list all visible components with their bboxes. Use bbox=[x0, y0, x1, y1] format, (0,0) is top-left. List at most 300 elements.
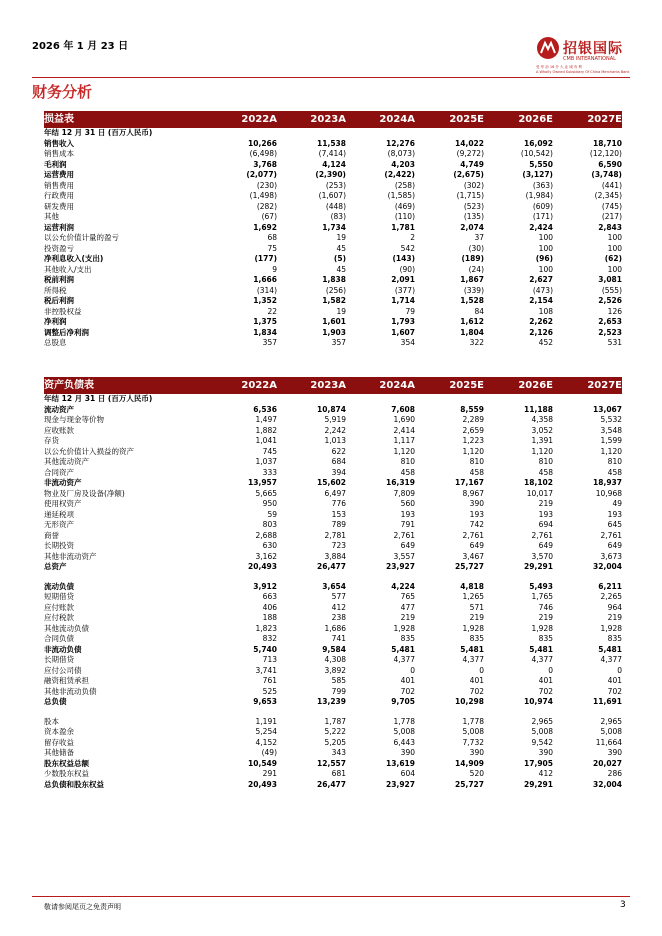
cell-value: (5) bbox=[333, 254, 346, 263]
cell-value: 2,761 bbox=[531, 530, 553, 540]
cell-value: 390 bbox=[400, 748, 415, 757]
cell-value: 2,154 bbox=[529, 296, 553, 305]
cell-value: 1,690 bbox=[393, 415, 415, 424]
cell-value: 1,041 bbox=[255, 436, 277, 445]
disclaimer-note: 敬请参阅尾页之免责声明 bbox=[44, 903, 121, 911]
table-row bbox=[44, 338, 622, 349]
row-label: 融资租赁承担 bbox=[44, 676, 89, 685]
cell-value: 219 bbox=[469, 613, 484, 622]
cell-value: 520 bbox=[469, 769, 484, 778]
cell-value: 79 bbox=[405, 306, 415, 316]
cell-value: 390 bbox=[607, 748, 622, 757]
table-row bbox=[44, 666, 622, 677]
cell-value: 477 bbox=[400, 602, 415, 612]
year-header: 2026E bbox=[484, 111, 553, 128]
cell-value: 5,254 bbox=[255, 727, 277, 736]
cell-value: 3,570 bbox=[531, 551, 553, 561]
cell-value: 1,928 bbox=[393, 623, 415, 633]
cell-value: (1,607) bbox=[318, 191, 346, 200]
cell-value bbox=[415, 573, 484, 582]
row-label: 递延税项 bbox=[44, 509, 74, 519]
cell-value bbox=[415, 128, 484, 139]
row-label: 销售成本 bbox=[44, 149, 74, 158]
cell-value: 406 bbox=[262, 602, 277, 612]
cell-value: (2,077) bbox=[246, 170, 277, 179]
logo-english-name: CMB INTERNATIONAL bbox=[563, 56, 616, 62]
table-row bbox=[44, 447, 622, 458]
table-row bbox=[44, 307, 622, 318]
cell-value: 1,928 bbox=[531, 623, 553, 633]
cell-value: (377) bbox=[394, 285, 415, 295]
cell-value: 59 bbox=[267, 509, 277, 519]
cell-value: 458 bbox=[400, 467, 415, 477]
row-label: 资本盈余 bbox=[44, 727, 74, 736]
cell-value: 20,493 bbox=[248, 562, 277, 571]
table-row bbox=[44, 780, 622, 791]
cell-value: 412 bbox=[331, 602, 346, 612]
row-label: 销售收入 bbox=[44, 138, 74, 148]
row-label: 运营利润 bbox=[44, 222, 74, 232]
cell-value: 1,117 bbox=[393, 436, 415, 445]
cell-value: (1,498) bbox=[249, 191, 277, 200]
row-label: 长期投资 bbox=[44, 541, 74, 550]
cell-value bbox=[484, 128, 553, 139]
cell-value: 5,222 bbox=[324, 727, 346, 736]
cell-value: 2,761 bbox=[393, 530, 415, 540]
cell-value: 354 bbox=[400, 338, 415, 347]
cell-value: 10,874 bbox=[317, 404, 346, 414]
cell-value: 2,781 bbox=[324, 530, 346, 540]
cell-value: (96) bbox=[535, 254, 553, 263]
table-row bbox=[44, 634, 622, 645]
table-header-row bbox=[44, 111, 622, 128]
row-label: 长期借贷 bbox=[44, 655, 74, 664]
table-row bbox=[44, 286, 622, 297]
cell-value: 9,584 bbox=[322, 644, 346, 654]
cell-value: 2,653 bbox=[598, 317, 622, 326]
cell-value: (1,984) bbox=[525, 191, 553, 200]
table-row bbox=[44, 687, 622, 698]
cell-value: 23,927 bbox=[386, 562, 415, 571]
cell-value: 19 bbox=[336, 233, 346, 242]
row-label: 股本 bbox=[44, 716, 59, 726]
cell-value: 10,017 bbox=[526, 488, 553, 498]
cell-value: 2,526 bbox=[598, 296, 622, 305]
cell-value: 741 bbox=[331, 634, 346, 643]
cell-value bbox=[208, 573, 277, 582]
cell-value: 4,203 bbox=[391, 159, 415, 169]
cell-value: (217) bbox=[601, 212, 622, 221]
cell-value: 1,120 bbox=[531, 446, 553, 456]
table-row bbox=[44, 499, 622, 510]
year-header: 2022A bbox=[208, 377, 277, 394]
cell-value: 604 bbox=[400, 769, 415, 778]
cell-value: 126 bbox=[607, 306, 622, 316]
cell-value: 412 bbox=[538, 769, 553, 778]
cell-value: 776 bbox=[331, 499, 346, 508]
cell-value: 10,549 bbox=[248, 758, 277, 768]
year-header: 2025E bbox=[415, 377, 484, 394]
table-header-row bbox=[44, 377, 622, 394]
row-label: 无形资产 bbox=[44, 520, 74, 529]
cell-value: 333 bbox=[262, 467, 277, 477]
cell-value: 18,710 bbox=[593, 138, 622, 148]
page-title: 财务分析 bbox=[32, 83, 93, 101]
cell-value: 286 bbox=[607, 769, 622, 778]
cell-value: 3,741 bbox=[255, 665, 277, 675]
row-label: 使用权资产 bbox=[44, 499, 82, 508]
cell-value: 7,732 bbox=[462, 737, 484, 747]
cell-value: 22 bbox=[267, 306, 277, 316]
cell-value: 100 bbox=[538, 264, 553, 274]
cell-value: 2,761 bbox=[600, 530, 622, 540]
cell-value: (282) bbox=[256, 201, 277, 211]
table-row bbox=[44, 181, 622, 192]
table-row bbox=[44, 426, 622, 437]
cell-value: 1,352 bbox=[253, 296, 277, 305]
cell-value: 964 bbox=[607, 602, 622, 612]
cell-value: 1,882 bbox=[255, 425, 277, 435]
cell-value: 458 bbox=[469, 467, 484, 477]
report-date: 2026 年 1 月 23 日 bbox=[32, 41, 129, 52]
cell-value: 950 bbox=[262, 499, 277, 508]
cell-value: 4,358 bbox=[531, 415, 553, 424]
cell-value bbox=[277, 708, 346, 717]
cell-value: 108 bbox=[538, 306, 553, 316]
table-row bbox=[44, 191, 622, 202]
cell-value: 1,765 bbox=[531, 592, 553, 601]
cell-value: 649 bbox=[607, 541, 622, 550]
cell-value: 12,276 bbox=[386, 138, 415, 148]
cell-value: 3,467 bbox=[462, 551, 484, 561]
cell-value: 8,559 bbox=[460, 404, 484, 414]
row-label bbox=[44, 573, 208, 582]
cell-value: 11,664 bbox=[595, 737, 622, 747]
cell-value: 2 bbox=[410, 233, 415, 242]
table-row bbox=[44, 552, 622, 563]
cell-value: (90) bbox=[399, 264, 415, 274]
cell-value bbox=[277, 128, 346, 139]
cell-value: 13,957 bbox=[248, 478, 277, 487]
cell-value: 452 bbox=[538, 338, 553, 347]
cell-value: 17,167 bbox=[455, 478, 484, 487]
row-label: 研发费用 bbox=[44, 201, 74, 211]
cell-value: 6,590 bbox=[598, 159, 622, 169]
cell-value: (448) bbox=[325, 201, 346, 211]
cell-value: 765 bbox=[400, 592, 415, 601]
table-row bbox=[44, 223, 622, 234]
cell-value bbox=[277, 573, 346, 582]
cell-value: 13,239 bbox=[317, 697, 346, 706]
year-header: 2027E bbox=[553, 111, 622, 128]
cell-value: 1,714 bbox=[391, 296, 415, 305]
table-row bbox=[44, 457, 622, 468]
row-label: 合同负债 bbox=[44, 634, 74, 643]
cell-value: 5,550 bbox=[529, 159, 553, 169]
logo-tagline-en: A Wholly Owned Subsidiary Of China Merchants Bank bbox=[536, 70, 630, 74]
table-row bbox=[44, 415, 622, 426]
cell-value: 13,619 bbox=[386, 758, 415, 768]
cell-value: 37 bbox=[474, 233, 484, 242]
cell-value: 746 bbox=[538, 602, 553, 612]
table-row bbox=[44, 317, 622, 328]
cell-value bbox=[553, 708, 622, 717]
income-statement-table bbox=[44, 111, 622, 349]
cell-value: 5,481 bbox=[391, 644, 415, 654]
cell-value: 219 bbox=[607, 613, 622, 622]
row-label: 物业及厂房及设备(净额) bbox=[44, 488, 125, 498]
cell-value: 1,391 bbox=[531, 436, 553, 445]
cell-value: 100 bbox=[607, 264, 622, 274]
row-label: 存货 bbox=[44, 436, 59, 445]
cell-value bbox=[346, 708, 415, 717]
cell-value bbox=[484, 573, 553, 582]
cell-value: 3,892 bbox=[324, 665, 346, 675]
cell-value: 1,823 bbox=[255, 623, 277, 633]
cell-value: 10,968 bbox=[595, 488, 622, 498]
cell-value: 29,291 bbox=[524, 562, 553, 571]
cell-value: 6,497 bbox=[324, 488, 346, 498]
cell-value: 2,074 bbox=[460, 222, 484, 232]
cell-value: (339) bbox=[463, 285, 484, 295]
cell-value: (230) bbox=[256, 180, 277, 190]
cell-value: (2,345) bbox=[594, 191, 622, 200]
cell-value: (62) bbox=[604, 254, 622, 263]
page-number: 3 bbox=[620, 900, 626, 910]
cell-value: 1,607 bbox=[391, 327, 415, 337]
cell-value: 0 bbox=[410, 665, 415, 675]
cell-value: 1,601 bbox=[322, 317, 346, 326]
cell-value: 1,120 bbox=[600, 446, 622, 456]
cell-value bbox=[346, 128, 415, 139]
row-label: 以公允价值计量的盈亏 bbox=[44, 233, 119, 242]
cell-value: 3,673 bbox=[600, 551, 622, 561]
cell-value: 4,152 bbox=[255, 737, 277, 747]
cell-value: 390 bbox=[469, 748, 484, 757]
cell-value: 100 bbox=[607, 233, 622, 242]
cell-value: 723 bbox=[331, 541, 346, 550]
cell-value: 4,377 bbox=[393, 655, 415, 664]
cell-value: 684 bbox=[331, 457, 346, 466]
cell-value: 1,223 bbox=[462, 436, 484, 445]
cell-value: 0 bbox=[548, 665, 553, 675]
table-row bbox=[44, 212, 622, 223]
row-label: 商誉 bbox=[44, 530, 59, 540]
row-label: 年结 12 月 31 日 (百万人民币) bbox=[44, 128, 153, 137]
cell-value bbox=[277, 394, 346, 405]
year-header: 2026E bbox=[484, 377, 553, 394]
cell-value: 2,262 bbox=[529, 317, 553, 326]
cell-value: 100 bbox=[538, 233, 553, 242]
cell-value: 1,867 bbox=[460, 275, 484, 284]
cell-value: (2,422) bbox=[384, 170, 415, 179]
cell-value: 18,937 bbox=[593, 478, 622, 487]
cell-value: 193 bbox=[469, 509, 484, 519]
row-label: 其他非流动负债 bbox=[44, 686, 97, 696]
table-row bbox=[44, 265, 622, 276]
cell-value: 810 bbox=[400, 457, 415, 466]
row-label: 总负债和股东权益 bbox=[44, 779, 104, 789]
cell-value: 32,004 bbox=[593, 562, 622, 571]
cell-value: 663 bbox=[262, 592, 277, 601]
cell-value: 45 bbox=[336, 243, 346, 253]
cell-value: 1,013 bbox=[324, 436, 346, 445]
table-row bbox=[44, 128, 622, 139]
cell-value: 1,037 bbox=[255, 457, 277, 466]
table-row bbox=[44, 233, 622, 244]
row-label: 少数股东权益 bbox=[44, 769, 89, 778]
table-row bbox=[44, 478, 622, 489]
cell-value: 810 bbox=[469, 457, 484, 466]
row-label: 现金与现金等价物 bbox=[44, 415, 104, 424]
table-row bbox=[44, 717, 622, 728]
cell-value: 5,008 bbox=[393, 727, 415, 736]
table-row bbox=[44, 160, 622, 171]
cell-value: 1,612 bbox=[460, 317, 484, 326]
cell-value: 100 bbox=[607, 243, 622, 253]
cell-value: 26,477 bbox=[317, 779, 346, 789]
table-row bbox=[44, 520, 622, 531]
cell-value: 803 bbox=[262, 520, 277, 529]
cell-value: 713 bbox=[262, 655, 277, 664]
cell-value: 401 bbox=[538, 676, 553, 685]
cell-value: 2,289 bbox=[462, 415, 484, 424]
row-label: 非流动负债 bbox=[44, 644, 82, 654]
cell-value: 16,319 bbox=[386, 478, 415, 487]
cell-value: 2,688 bbox=[255, 530, 277, 540]
cell-value: 3,768 bbox=[253, 159, 277, 169]
cell-value: 9,542 bbox=[531, 737, 553, 747]
table-row bbox=[44, 624, 622, 635]
cell-value: 702 bbox=[607, 686, 622, 696]
logo-chinese-name: 招银国际 bbox=[563, 41, 623, 57]
cell-value: (2,390) bbox=[315, 170, 346, 179]
cell-value bbox=[553, 128, 622, 139]
cell-value: 45 bbox=[336, 264, 346, 274]
cell-value: 15,602 bbox=[317, 478, 346, 487]
cell-value: 18,102 bbox=[524, 478, 553, 487]
cell-value: (1,585) bbox=[387, 191, 415, 200]
table-row bbox=[44, 592, 622, 603]
cell-value: 4,377 bbox=[462, 655, 484, 664]
cell-value: 645 bbox=[607, 520, 622, 529]
cell-value: 193 bbox=[538, 509, 553, 519]
cell-value: (49) bbox=[261, 748, 277, 757]
balance-sheet-table bbox=[44, 377, 622, 790]
cell-value: 4,377 bbox=[531, 655, 553, 664]
cell-value: 832 bbox=[262, 634, 277, 643]
cell-value: 10,266 bbox=[248, 138, 277, 148]
row-label: 税后利润 bbox=[44, 296, 74, 305]
row-label: 短期借贷 bbox=[44, 592, 74, 601]
year-header: 2023A bbox=[277, 111, 346, 128]
row-label: 税前利润 bbox=[44, 275, 74, 284]
row-label: 其他流动负债 bbox=[44, 623, 89, 633]
cell-value: 2,965 bbox=[531, 716, 553, 726]
year-header: 2022A bbox=[208, 111, 277, 128]
cell-value bbox=[208, 708, 277, 717]
cell-value: 835 bbox=[400, 634, 415, 643]
row-label: 总资产 bbox=[44, 562, 67, 571]
cell-value: (3,748) bbox=[591, 170, 622, 179]
cell-value: 1,781 bbox=[391, 222, 415, 232]
cell-value bbox=[484, 394, 553, 405]
cell-value: 542 bbox=[400, 243, 415, 253]
cell-value: (10,542) bbox=[520, 149, 553, 158]
table-row bbox=[44, 244, 622, 255]
table-row bbox=[44, 759, 622, 770]
cell-value: (189) bbox=[461, 254, 484, 263]
row-label: 其他流动资产 bbox=[44, 457, 89, 466]
cell-value: 742 bbox=[469, 520, 484, 529]
cell-value: 25,727 bbox=[455, 779, 484, 789]
cell-value: 219 bbox=[400, 613, 415, 622]
cell-value: 1,838 bbox=[322, 275, 346, 284]
row-label: 留存收益 bbox=[44, 737, 74, 747]
cell-value: 11,538 bbox=[317, 138, 346, 148]
cell-value: 789 bbox=[331, 520, 346, 529]
cell-value: 3,052 bbox=[531, 425, 553, 435]
cell-value: 84 bbox=[474, 306, 484, 316]
cell-value: 5,008 bbox=[600, 727, 622, 736]
year-header: 2024A bbox=[346, 377, 415, 394]
cell-value: 3,884 bbox=[324, 551, 346, 561]
cell-value: 16,092 bbox=[524, 138, 553, 148]
cell-value: 153 bbox=[331, 509, 346, 519]
cell-value: 1,191 bbox=[255, 716, 277, 726]
cell-value: 19 bbox=[336, 306, 346, 316]
cell-value: 9 bbox=[272, 264, 277, 274]
year-header: 2023A bbox=[277, 377, 346, 394]
table-row bbox=[44, 328, 622, 339]
cell-value: 458 bbox=[538, 467, 553, 477]
cell-value: 649 bbox=[400, 541, 415, 550]
cell-value: 694 bbox=[538, 520, 553, 529]
cell-value: 188 bbox=[262, 613, 277, 622]
logo-tagline-cn: 受 华 前 16 介 大 业 城 有 利 bbox=[536, 65, 582, 69]
table-row bbox=[44, 727, 622, 738]
cell-value: 75 bbox=[267, 243, 277, 253]
table-row bbox=[44, 149, 622, 160]
row-label bbox=[44, 708, 208, 717]
cell-value: (469) bbox=[394, 201, 415, 211]
cell-value: 1,787 bbox=[324, 716, 346, 726]
cell-value: 1,834 bbox=[253, 327, 277, 337]
cell-value: (1,715) bbox=[456, 191, 484, 200]
cell-value: 585 bbox=[331, 676, 346, 685]
table-row bbox=[44, 603, 622, 614]
cell-value: 219 bbox=[538, 499, 553, 508]
table-row bbox=[44, 531, 622, 542]
cell-value: (256) bbox=[325, 285, 346, 295]
cell-value: 6,211 bbox=[598, 581, 622, 591]
cell-value: 11,188 bbox=[524, 404, 553, 414]
cell-value: (258) bbox=[394, 180, 415, 190]
cell-value: 2,761 bbox=[462, 530, 484, 540]
cell-value: 14,022 bbox=[455, 138, 484, 148]
cell-value: (171) bbox=[532, 212, 553, 221]
cell-value: 5,665 bbox=[255, 488, 277, 498]
cell-value: 193 bbox=[607, 509, 622, 519]
table-row bbox=[44, 573, 622, 582]
cell-value: 14,909 bbox=[455, 758, 484, 768]
cell-value: 2,659 bbox=[462, 425, 484, 435]
table-row bbox=[44, 582, 622, 593]
cell-value: 291 bbox=[262, 769, 277, 778]
cell-value: 1,804 bbox=[460, 327, 484, 337]
cell-value: 9,705 bbox=[391, 697, 415, 706]
cell-value: (253) bbox=[325, 180, 346, 190]
